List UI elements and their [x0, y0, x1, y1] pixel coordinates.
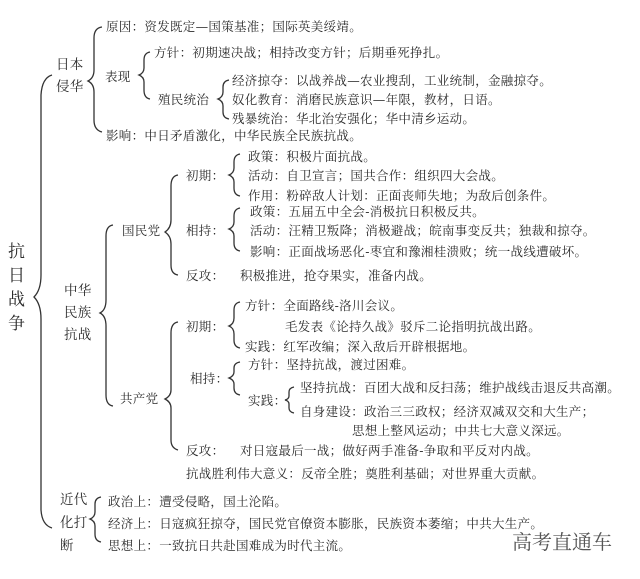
resistance-label-3: 抗战	[64, 327, 92, 343]
watermark: 高考直通车	[512, 530, 612, 554]
japan-policy: 方针：初期速决战；相持改变方针；后期垂死挣扎。	[154, 45, 449, 60]
japan-colonial-label: 殖民统治	[158, 92, 210, 107]
root-title-1: 抗	[8, 242, 26, 262]
kmt-stalemate-2: 活动：汪精卫叛降；消极避战；皖南事变反共；独裁和掠夺。	[250, 223, 596, 238]
ccp-practice-1: 坚持抗战：百团大战和反扫荡；维护战线击退反共高潮。	[300, 380, 621, 395]
kmt-early-label: 初期：	[186, 168, 225, 183]
ccp-early-3: 实践：红军改编；深入敌后开辟根据地。	[245, 339, 476, 354]
kmt-stalemate-3: 影响：正面战场恶化-枣宜和豫湘桂溃败；统一战线遭破坏。	[250, 244, 588, 259]
ccp-counter: 对日寇最后一战；做好两手准备-争取和平反对内战。	[240, 443, 539, 458]
modern-label-2: 化打	[60, 515, 88, 531]
root-title-4: 争	[8, 314, 26, 334]
kmt-early-3: 作用：粉碎敌人计划：正面丧师失地；为敌后创条件。	[248, 188, 556, 203]
japan-impact: 影响：中日矛盾激化，中华民族全民族抗战。	[106, 128, 363, 143]
kmt-counter-label: 反攻：	[186, 268, 225, 283]
ccp-significance: 抗战胜利伟大意义：反帝全胜；奠胜利基础；对世界重大贡献。	[186, 466, 545, 481]
modern-label-1: 近代	[60, 492, 88, 508]
kmt-early-2: 活动：自卫宣言；国共合作：组织四大会战。	[248, 168, 505, 183]
japan-colonial-1: 经济掠夺：以战养战—农业搜刮，工业统制，金融掠夺。	[232, 73, 553, 88]
japan-label-2: 侵华	[56, 79, 84, 95]
japan-label-1: 日本	[56, 57, 84, 73]
modern-economy: 经济上：日寇疯狂掠夺，国民党官僚资本膨胀，民族资本萎缩；中共大生产。	[108, 516, 544, 531]
kmt-early-1: 政策：积极片面抗战。	[248, 149, 377, 164]
ccp-stalemate-policy: 方针：坚持抗战，渡过困难。	[248, 357, 415, 372]
japan-colonial-2: 奴化教育：消磨民族意识—年限，教材，日语。	[232, 92, 501, 107]
kmt-counter: 积极推进，抢夺果实，准备内战。	[240, 268, 433, 283]
ccp-counter-label: 反攻：	[186, 443, 225, 458]
ccp-practice-label: 实践：	[248, 393, 287, 408]
japan-cause: 原因：资发既定—国策基准；国际英美绥靖。	[106, 19, 363, 34]
resistance-label-2: 民族	[64, 305, 92, 321]
modern-label-3: 断	[60, 538, 74, 554]
japan-manifest-label: 表现	[105, 69, 131, 84]
ccp-label: 共产党	[120, 391, 159, 406]
ccp-practice-3: 思想上整风运动；中共七大意义深远。	[352, 423, 570, 438]
root-title-2: 日	[8, 266, 26, 286]
ccp-stalemate-label: 相持：	[190, 371, 229, 386]
kmt-stalemate-1: 政策：五届五中全会-消极抗日积极反共。	[250, 204, 485, 219]
kmt-label: 国民党	[122, 223, 161, 238]
ccp-practice-2: 自身建设：政治三三政权；经济双减双交和大生产；	[300, 404, 595, 419]
ccp-early-1: 方针：全面路线-洛川会议。	[245, 298, 404, 313]
japan-colonial-3: 残暴统治：华北治安强化；华中清乡运动。	[232, 111, 476, 126]
modern-politics: 政治上：遭受侵略，国土沦陷。	[108, 494, 288, 509]
root-title-3: 战	[8, 290, 26, 310]
kmt-stalemate-label: 相持：	[186, 223, 225, 238]
ccp-early-label: 初期：	[186, 319, 225, 334]
ccp-early-2: 毛发表《论持久战》驳斥二论指明抗战出路。	[285, 319, 542, 334]
resistance-label-1: 中华	[64, 283, 92, 299]
modern-thought: 思想上：一致抗日共赴国难成为时代主流。	[108, 538, 352, 553]
